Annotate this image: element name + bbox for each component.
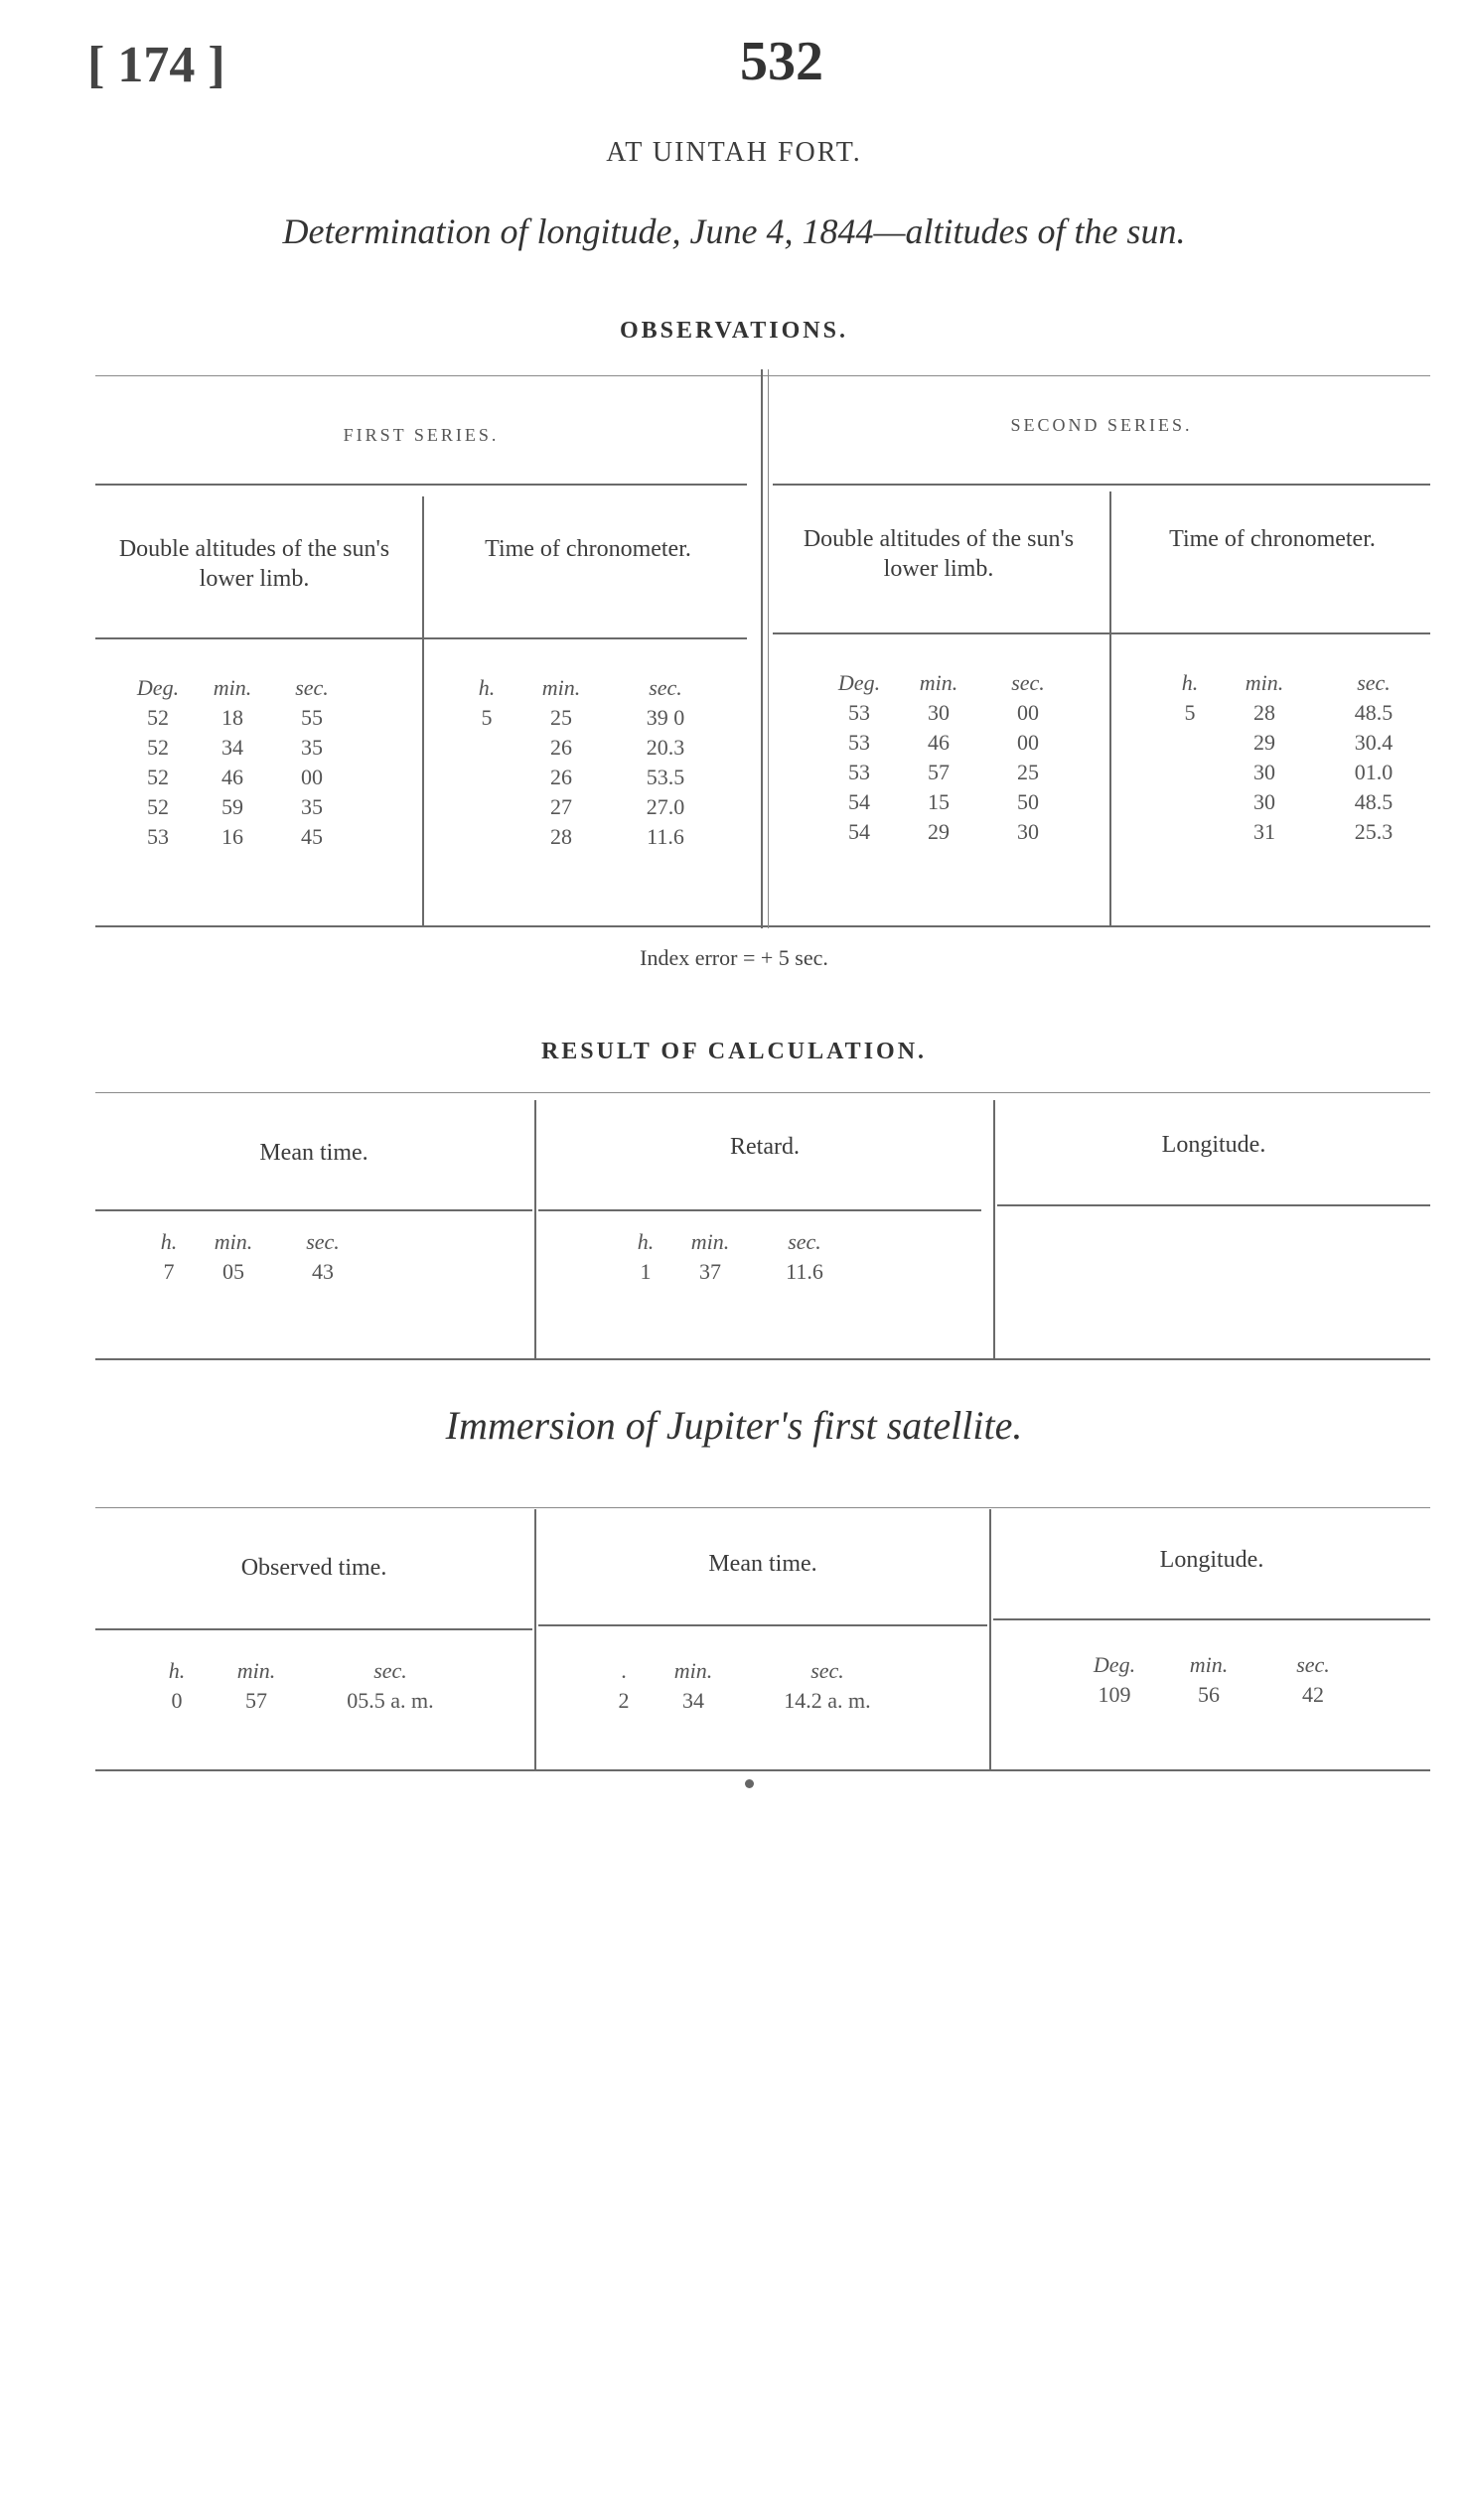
- first-time-values: [467, 673, 715, 852]
- unit-label: sec.: [1357, 670, 1391, 695]
- value-cell: 0: [171, 1688, 183, 1713]
- unit-label: min.: [1189, 1652, 1229, 1677]
- first-altitude-values: [123, 673, 352, 852]
- unit-label: sec.: [788, 1229, 821, 1254]
- value-cell: 5: [481, 705, 493, 730]
- rule: [95, 1209, 532, 1211]
- value-cell: 00: [301, 765, 323, 789]
- value-cell: 1: [640, 1259, 652, 1284]
- value-cell: 11.6: [786, 1259, 823, 1284]
- value-cell: 50: [1017, 789, 1039, 814]
- unit-label: min.: [673, 1658, 713, 1683]
- value-cell: 26: [550, 765, 572, 789]
- value-cell: 30: [1253, 760, 1275, 784]
- value-cell: 30.4: [1354, 730, 1394, 755]
- mean-time-values: [149, 1227, 367, 1287]
- unit-label: min.: [1245, 670, 1284, 695]
- page-subtitle: Determination of longitude, June 4, 1844—altitudes of the sun.: [282, 211, 1186, 251]
- rule: [773, 632, 1430, 634]
- rule: [95, 1358, 1430, 1360]
- unit-label: min.: [213, 675, 252, 700]
- value-cell: 05.5 a. m.: [347, 1688, 434, 1713]
- second-time-header: Time of chronometer.: [1169, 526, 1376, 552]
- retard-header: Retard.: [730, 1134, 800, 1160]
- unit-label: .: [621, 1658, 627, 1683]
- value-cell: [1170, 758, 1210, 787]
- value-cell: 37: [699, 1259, 721, 1284]
- value-cell: 25.3: [1354, 819, 1394, 844]
- place-heading: AT UINTAH FORT.: [606, 137, 862, 168]
- value-cell: 5: [1184, 700, 1196, 725]
- value-cell: 34: [682, 1688, 704, 1713]
- unit-label: h.: [637, 1229, 655, 1254]
- unit-label: sec.: [306, 1229, 340, 1254]
- mean-time-header: Mean time.: [708, 1551, 817, 1577]
- value-cell: 35: [301, 794, 323, 819]
- value-cell: 00: [1017, 700, 1039, 725]
- value-cell: 20.3: [646, 735, 685, 760]
- unit-label: sec.: [295, 675, 329, 700]
- page-number: 532: [740, 31, 823, 92]
- observed-time-header: Observed time.: [240, 1555, 387, 1581]
- unit-label: min.: [541, 675, 581, 700]
- value-cell: 34: [221, 735, 243, 760]
- unit-label: Deg.: [1093, 1652, 1136, 1677]
- value-cell: 27: [550, 794, 572, 819]
- unit-label: h.: [168, 1658, 186, 1683]
- value-cell: 29: [1253, 730, 1275, 755]
- value-cell: 52: [147, 765, 169, 789]
- rule: [538, 1209, 981, 1211]
- value-cell: 35: [301, 735, 323, 760]
- first-time-header: Time of chronometer.: [485, 536, 691, 562]
- value-cell: 55: [301, 705, 323, 730]
- value-cell: [467, 822, 507, 852]
- value-cell: [467, 733, 507, 763]
- column-divider: [534, 1509, 536, 1769]
- value-cell: 05: [222, 1259, 244, 1284]
- unit-label: Deg.: [136, 675, 180, 700]
- rule: [95, 637, 747, 639]
- value-cell: 14.2 a. m.: [784, 1688, 871, 1713]
- observations-heading: OBSERVATIONS.: [619, 318, 848, 344]
- second-time-values: [1170, 668, 1428, 847]
- rule: [95, 1507, 1430, 1508]
- column-divider: [534, 1100, 536, 1358]
- value-cell: 52: [147, 794, 169, 819]
- value-cell: 54: [848, 819, 870, 844]
- ink-spot: [745, 1779, 754, 1788]
- index-error-note: Index error = + 5 sec.: [640, 945, 828, 970]
- value-cell: 48.5: [1354, 789, 1394, 814]
- rule: [95, 1092, 1430, 1093]
- unit-label: Deg.: [837, 670, 881, 695]
- unit-label: min.: [919, 670, 958, 695]
- result-heading: RESULT OF CALCULATION.: [540, 1039, 928, 1064]
- value-cell: 16: [221, 824, 243, 849]
- immersion-heading: Immersion of Jupiter's first satellite.: [445, 1403, 1023, 1448]
- document-number: [ 174 ]: [87, 37, 225, 93]
- value-cell: 18: [221, 705, 243, 730]
- mean-time-values: [604, 1656, 912, 1716]
- rule: [95, 484, 747, 486]
- value-cell: 30: [928, 700, 950, 725]
- value-cell: 59: [221, 794, 243, 819]
- unit-label: sec.: [373, 1658, 407, 1683]
- value-cell: 52: [147, 705, 169, 730]
- value-cell: 56: [1198, 1682, 1220, 1707]
- value-cell: [1170, 817, 1210, 847]
- rule: [997, 1204, 1430, 1206]
- first-series-label: FIRST SERIES.: [343, 425, 500, 445]
- value-cell: 25: [1017, 760, 1039, 784]
- value-cell: 52: [147, 735, 169, 760]
- value-cell: 30: [1017, 819, 1039, 844]
- value-cell: 53: [848, 730, 870, 755]
- value-cell: 30: [1253, 789, 1275, 814]
- longitude-values: [1075, 1650, 1363, 1710]
- value-cell: 2: [618, 1688, 630, 1713]
- unit-label: sec.: [649, 675, 682, 700]
- value-cell: 46: [928, 730, 950, 755]
- longitude-header: Longitude.: [1159, 1547, 1264, 1573]
- value-cell: 57: [245, 1688, 267, 1713]
- unit-label: min.: [236, 1658, 276, 1683]
- value-cell: 31: [1253, 819, 1275, 844]
- rule: [538, 1624, 987, 1626]
- value-cell: 53: [147, 824, 169, 849]
- value-cell: [467, 792, 507, 822]
- value-cell: 46: [221, 765, 243, 789]
- value-cell: [467, 763, 507, 792]
- value-cell: 27.0: [646, 794, 685, 819]
- value-cell: [1170, 728, 1210, 758]
- value-cell: 28: [550, 824, 572, 849]
- value-cell: 43: [312, 1259, 334, 1284]
- value-cell: 00: [1017, 730, 1039, 755]
- rule: [95, 1628, 532, 1630]
- value-cell: 45: [301, 824, 323, 849]
- value-cell: 109: [1098, 1682, 1131, 1707]
- value-cell: 01.0: [1354, 760, 1394, 784]
- value-cell: 53: [848, 760, 870, 784]
- rule: [993, 1618, 1430, 1620]
- series-divider: [761, 369, 763, 928]
- value-cell: 53.5: [646, 765, 685, 789]
- value-cell: 15: [928, 789, 950, 814]
- value-cell: 28: [1253, 700, 1275, 725]
- unit-label: h.: [1181, 670, 1199, 695]
- value-cell: 39 0: [646, 705, 685, 730]
- unit-label: min.: [214, 1229, 253, 1254]
- value-cell: 42: [1302, 1682, 1324, 1707]
- second-altitude-values: [824, 668, 1073, 847]
- value-cell: 11.6: [647, 824, 684, 849]
- second-series-label: SECOND SERIES.: [1010, 415, 1193, 435]
- value-cell: 25: [550, 705, 572, 730]
- unit-label: h.: [160, 1229, 178, 1254]
- longitude-header: Longitude.: [1161, 1132, 1266, 1158]
- column-divider: [993, 1100, 995, 1358]
- value-cell: 54: [848, 789, 870, 814]
- unit-label: sec.: [1296, 1652, 1330, 1677]
- value-cell: 53: [848, 700, 870, 725]
- first-altitude-header: Double altitudes of the sun's lower limb.: [118, 536, 390, 592]
- rule: [95, 925, 1430, 927]
- rule: [773, 484, 1430, 486]
- observed-time-values: [157, 1656, 465, 1716]
- value-cell: [1170, 787, 1210, 817]
- value-cell: 57: [928, 760, 950, 784]
- unit-label: sec.: [1011, 670, 1045, 695]
- retard-values: [626, 1227, 854, 1287]
- unit-label: sec.: [810, 1658, 844, 1683]
- unit-label: min.: [690, 1229, 730, 1254]
- rule: [95, 375, 1430, 376]
- value-cell: 48.5: [1354, 700, 1394, 725]
- unit-label: h.: [478, 675, 496, 700]
- column-divider: [989, 1509, 991, 1769]
- value-cell: 7: [163, 1259, 175, 1284]
- rule: [95, 1769, 1430, 1771]
- column-divider: [1109, 491, 1111, 925]
- value-cell: 29: [928, 819, 950, 844]
- second-altitude-header: Double altitudes of the sun's lower limb.: [803, 526, 1075, 582]
- column-divider: [422, 496, 424, 925]
- mean-time-header: Mean time.: [259, 1140, 368, 1166]
- value-cell: 26: [550, 735, 572, 760]
- series-divider: [768, 369, 769, 928]
